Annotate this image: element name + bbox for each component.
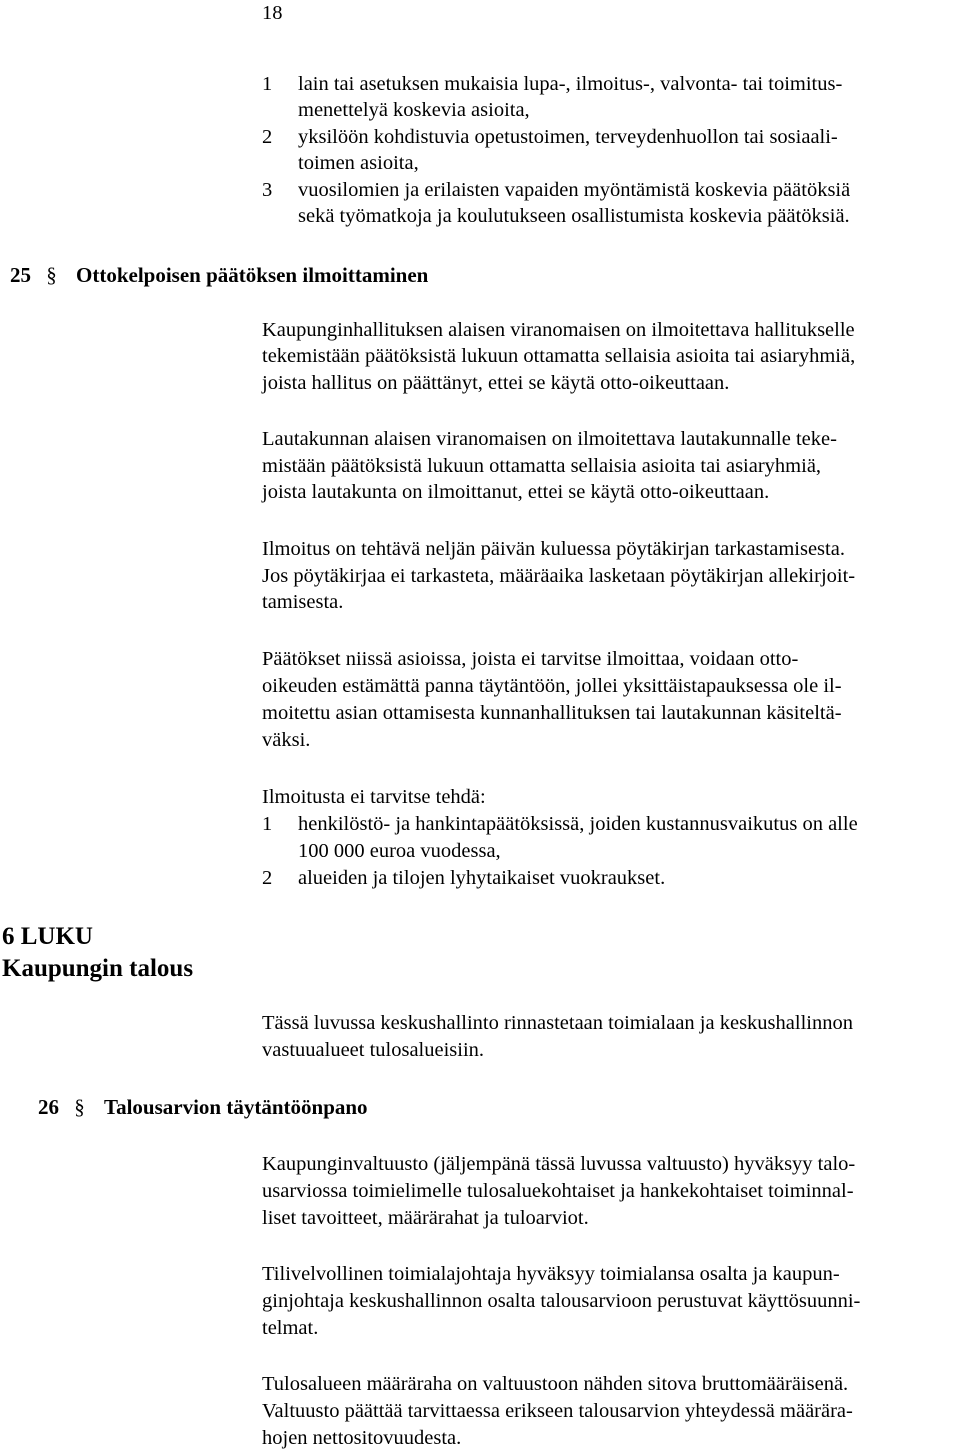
chapter-6-intro-line-1: Tässä luvussa keskushallinto rinnastetaan toimialaan ja keskushallinnon [262, 1012, 853, 1034]
s26-p3-line-2: Valtuusto päättää tarvittaessa erikseen talousarvion yhteydessä määrära- [262, 1400, 853, 1422]
s26-p1-line-1: Kaupunginvaltuusto (jäljempänä tässä luvussa valtuusto) hyväksyy talo- [262, 1153, 856, 1175]
s25-p1-line-1: Kaupunginhallituksen alaisen viranomaisen on ilmoitettava hallitukselle [262, 319, 855, 341]
s26-p3-line-1: Tulosalueen määräraha on valtuustoon nähden sitova bruttomääräisenä. [262, 1373, 849, 1395]
section-26-heading [38, 1097, 368, 1118]
s25-p1-line-2: tekemistään päätöksistä lukuun ottamatta sellaisia asioita tai asiaryhmiä, [262, 345, 856, 367]
s26-p1-line-3: liset tavoitteet, määrärahat ja tuloarviot. [262, 1207, 589, 1229]
section-26-title: Talousarvion täytäntöönpano [104, 1095, 368, 1119]
s25-p3-line-2: Jos pöytäkirjaa ei tarkasteta, määräaika lasketaan pöytäkirjan allekirjoit- [262, 565, 856, 587]
s25-exception-item-1-number: 1 [262, 813, 273, 835]
intro-list-item-2-number: 2 [262, 126, 273, 148]
s25-exception-item-2-line-1: alueiden ja tilojen lyhytaikaiset vuokraukset. [298, 867, 666, 889]
s25-p4-line-1: Päätökset niissä asioissa, joista ei tarvitse ilmoittaa, voidaan otto- [262, 648, 799, 670]
s25-p3-line-1: Ilmoitus on tehtävä neljän päivän kuluessa pöytäkirjan tarkastamisesta. [262, 538, 845, 560]
s25-p2-line-1: Lautakunnan alaisen viranomaisen on ilmoitettava lautakunnalle teke- [262, 428, 837, 450]
s25-exception-item-2-number: 2 [262, 867, 273, 889]
s25-p1-line-3: joista hallitus on päättänyt, ettei se käytä otto-oikeuttaan. [262, 372, 730, 394]
intro-list-item-2-line-2: toimen asioita, [298, 152, 419, 174]
s26-p3-line-3: hojen nettositovuudesta. [262, 1427, 462, 1449]
s25-p2-line-3: joista lautakunta on ilmoittanut, ettei se käytä otto-oikeuttaan. [262, 481, 770, 503]
s26-p2-line-2: ginjohtaja keskushallinnon osalta talousarvioon perustuvat käyttösuunni- [262, 1290, 861, 1312]
section-26-symbol: § [74, 1095, 85, 1119]
intro-list-item-1-number: 1 [262, 73, 273, 95]
intro-list-item-1-line-1: lain tai asetuksen mukaisia lupa-, ilmoitus-, valvonta- tai toimitus- [298, 73, 843, 95]
intro-list-item-2-line-1: yksilöön kohdistuvia opetustoimen, terveydenhuollon tai sosiaali- [298, 126, 838, 148]
intro-list-item-3-line-1: vuosilomien ja erilaisten vapaiden myöntämistä koskevia päätöksiä [298, 179, 851, 201]
s25-p4-line-3: moitettu asian ottamisesta kunnanhallituksen tai lautakunnan käsiteltä- [262, 702, 842, 724]
s26-p1-line-2: usarviossa toimielimelle tulosaluekohtaiset ja hankekohtaiset toiminnal- [262, 1180, 854, 1202]
s25-exception-intro: Ilmoitusta ei tarvitse tehdä: [262, 786, 486, 808]
s26-p2-line-1: Tilivelvollinen toimialajohtaja hyväksyy toimialansa osalta ja kaupun- [262, 1263, 840, 1285]
s25-p3-line-3: tamisesta. [262, 591, 344, 613]
section-25-heading [10, 265, 428, 286]
s25-p4-line-2: oikeuden estämättä panna täytäntöön, jollei yksittäistapauksessa ole il- [262, 675, 842, 697]
section-26-number: 26 [38, 1095, 59, 1119]
s26-p2-line-3: telmat. [262, 1317, 319, 1339]
intro-list-item-1-line-2: menettelyä koskevia asioita, [298, 99, 530, 121]
chapter-6-title: Kaupungin talous [2, 955, 194, 982]
chapter-6-label: 6 LUKU [2, 923, 93, 950]
chapter-6-intro-line-2: vastuualueet tulosalueisiin. [262, 1039, 485, 1061]
page-number: 18 [262, 2, 283, 24]
section-25-number: 25 [10, 263, 31, 287]
s25-exception-item-1-line-2: 100 000 euroa vuodessa, [298, 840, 501, 862]
s25-p2-line-2: mistään päätöksistä lukuun ottamatta sellaisia asioita tai asiaryhmiä, [262, 455, 822, 477]
s25-p4-line-4: väksi. [262, 729, 311, 751]
intro-list-item-3-number: 3 [262, 179, 273, 201]
section-25-symbol: § [46, 263, 57, 287]
intro-list-item-3-line-2: sekä työmatkoja ja koulutukseen osallistumista koskevia päätöksiä. [298, 205, 850, 227]
section-25-title: Ottokelpoisen päätöksen ilmoittaminen [76, 263, 429, 287]
s25-exception-item-1-line-1: henkilöstö- ja hankintapäätöksissä, joiden kustannusvaikutus on alle [298, 813, 858, 835]
